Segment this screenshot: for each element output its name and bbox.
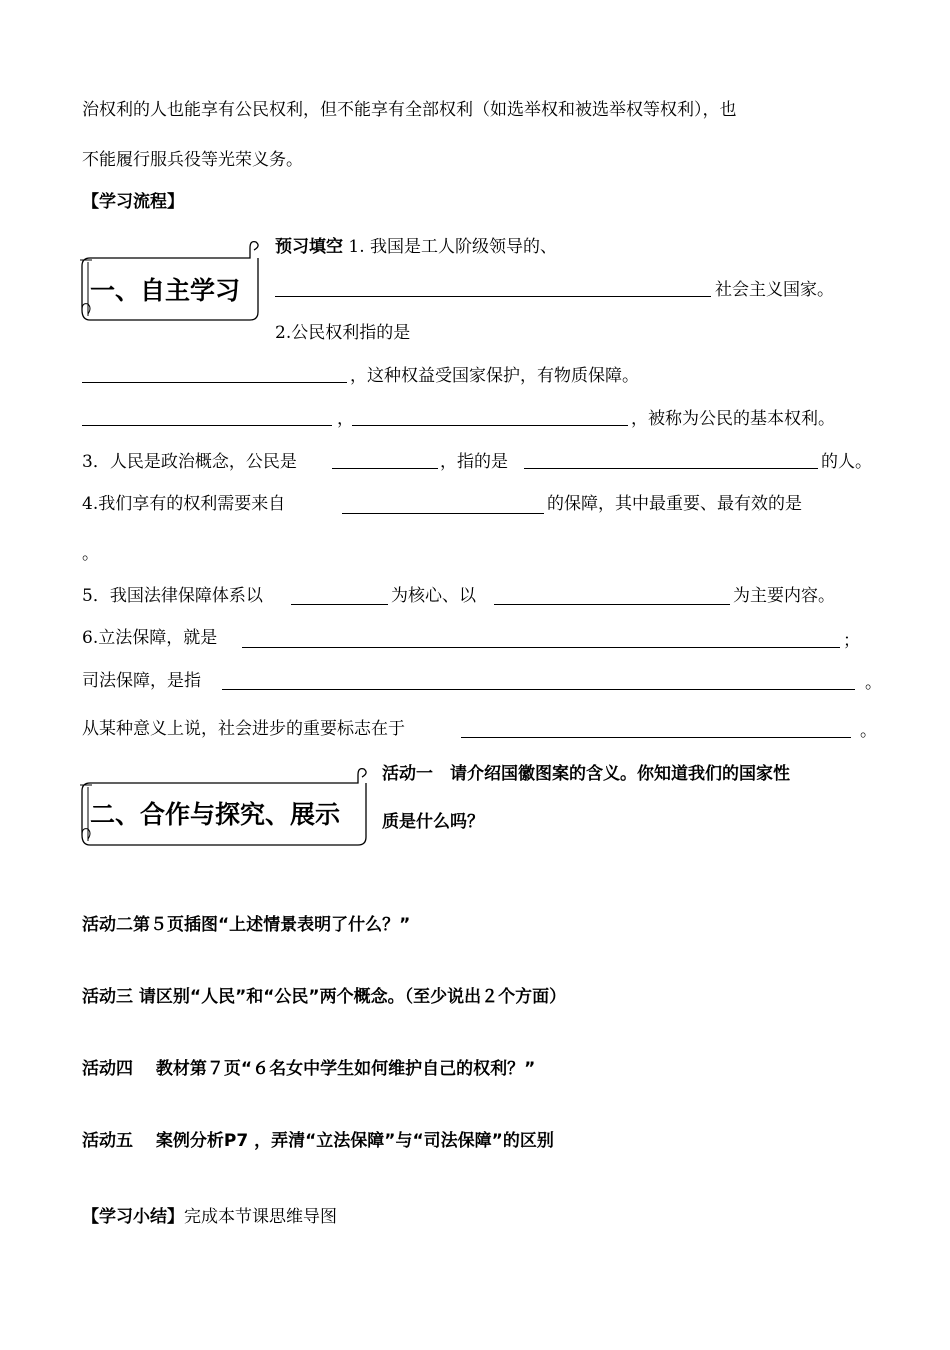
- q7-blank[interactable]: [461, 737, 851, 738]
- q4-blank[interactable]: [342, 513, 544, 514]
- q5-blank-1[interactable]: [291, 604, 388, 605]
- section-flow-heading: 【学习流程】: [82, 192, 184, 212]
- intro-line-2: 不能履行服兵役等光荣义务。: [82, 150, 303, 170]
- activity2: 活动二第５页插图“上述情景表明了什么？”: [82, 915, 411, 935]
- preview-label: [275, 236, 557, 258]
- summary-text: 完成本节课思维导图: [184, 1207, 337, 1227]
- q3-suffix: 的人。: [821, 452, 872, 472]
- q1-suffix: 社会主义国家。: [715, 280, 834, 300]
- activity5: 活动五 案例分析P7 ，弄清“立法保障”与“司法保障”的区别: [82, 1131, 554, 1151]
- q5-mid: 为核心、以: [391, 586, 476, 606]
- intro-line-1: 治权利的人也能享有公民权利，但不能享有全部权利（如选举权和被选举权等权利），也: [82, 100, 737, 120]
- q6-blank[interactable]: [242, 647, 840, 648]
- q6b-end: 。: [865, 673, 882, 693]
- q7-end: 。: [860, 721, 877, 741]
- q3-blank-1[interactable]: [332, 468, 438, 469]
- q6b-blank[interactable]: [222, 689, 855, 690]
- summary-line: [82, 1206, 337, 1228]
- activity3: 活动三 请区别“人民”和“公民”两个概念。（至少说出２个方面）: [82, 987, 567, 1007]
- q5-suffix: 为主要内容。: [733, 586, 835, 606]
- section2-scroll-banner: [78, 765, 368, 847]
- section1-title: 一、自主学习: [90, 276, 241, 305]
- preview-fill-label: 预习填空: [275, 237, 343, 257]
- q3-mid: ，指的是: [440, 452, 508, 472]
- q2-mid: ，这种权益受国家保护，有物质保障。: [350, 366, 639, 386]
- q4-suffix: 的保障，其中最重要、最有效的是: [547, 494, 802, 514]
- q4-prefix: 4.我们享有的权利需要来自: [82, 494, 286, 514]
- activity1-line2: 质是什么吗？: [382, 812, 484, 832]
- q2-blank-3[interactable]: [352, 425, 628, 426]
- q6-semicolon: ；: [843, 631, 860, 651]
- q5-blank-2[interactable]: [494, 604, 730, 605]
- activity4: 活动四 教材第７页“６名女中学生如何维护自己的权利？”: [82, 1059, 536, 1079]
- q6b-prefix: 司法保障，是指: [82, 671, 201, 691]
- q1-blank[interactable]: [275, 296, 711, 297]
- q3-prefix: 3．人民是政治概念，公民是: [82, 452, 297, 472]
- q2-prefix: 2.公民权利指的是: [275, 323, 411, 343]
- summary-label: 【学习小结】: [82, 1207, 184, 1227]
- section2-title: 二、合作与探究、展示: [90, 800, 341, 829]
- q5-prefix: 5．我国法律保障体系以: [82, 586, 263, 606]
- activity1-line1: 活动一 请介绍国徽图案的含义。你知道我们的国家性: [382, 764, 790, 784]
- q2-blank-2[interactable]: [82, 425, 332, 426]
- q6-prefix: 6.立法保障，就是: [82, 628, 218, 648]
- q2-suffix: ，被称为公民的基本权利。: [631, 409, 835, 429]
- q3-blank-2[interactable]: [524, 468, 818, 469]
- section1-scroll-banner: [78, 238, 260, 323]
- q7-prefix: 从某种意义上说，社会进步的重要标志在于: [82, 719, 405, 739]
- q4-end: 。: [82, 544, 99, 564]
- q2-comma: ，: [337, 409, 354, 429]
- q2-blank-1[interactable]: [82, 382, 347, 383]
- q1-prefix: 1. 我国是工人阶级领导的、: [348, 237, 558, 257]
